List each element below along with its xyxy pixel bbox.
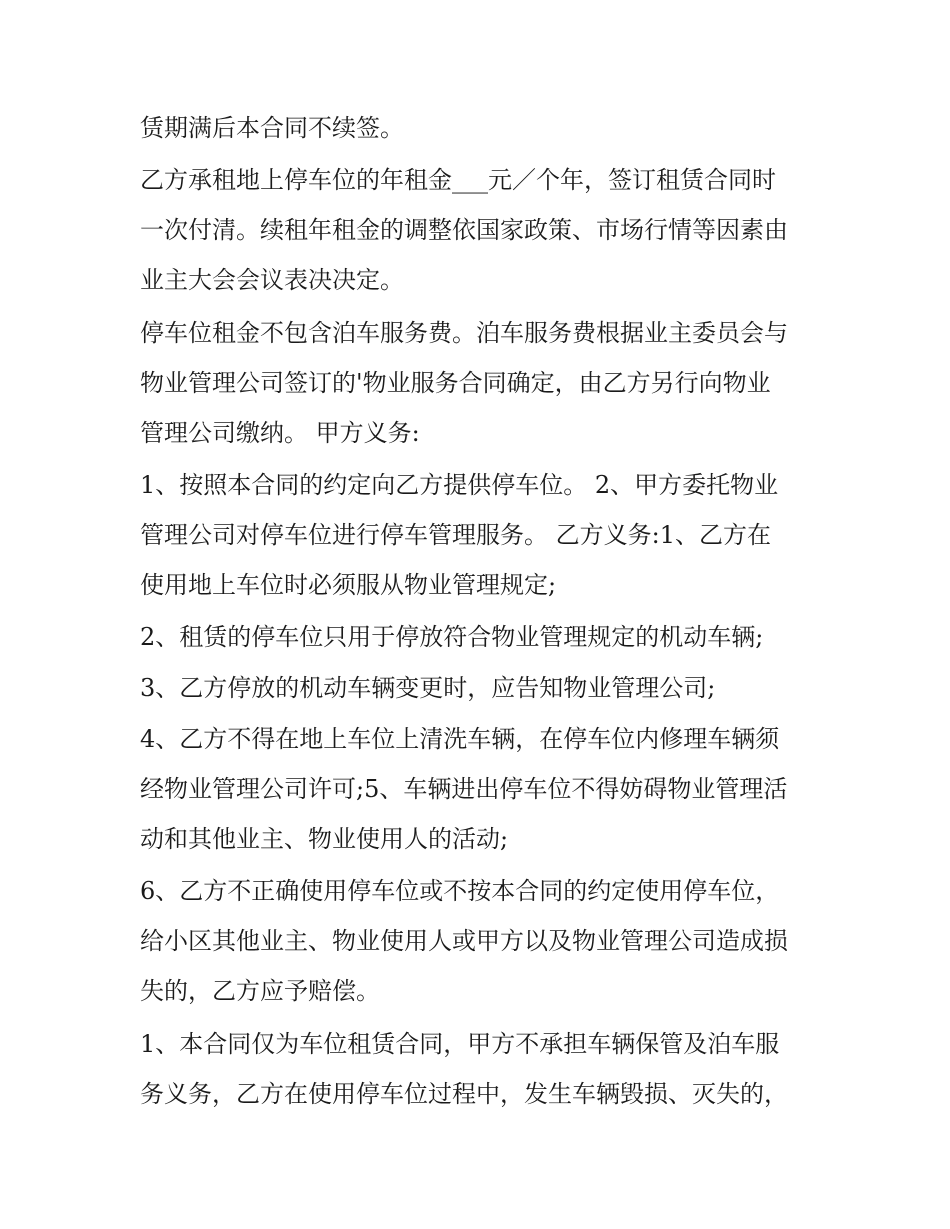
text-line: 使用地上车位时必须服从物业管理规定; — [140, 571, 557, 599]
text-line: 给小区其他业主、物业使用人或甲方以及物业管理公司造成损 — [140, 927, 788, 955]
text-line: 动和其他业主、物业使用人的活动; — [140, 825, 509, 853]
text-line: 6、乙方不正确使用停车位或不按本合同的约定使用停车位， — [140, 877, 780, 905]
text-line: 乙方承租地上停车位的年租金___元／个年，签订租赁合同时 — [140, 166, 776, 194]
text-line: 物业管理公司签订的'物业服务合同确定，由乙方另行向物业 — [140, 369, 771, 397]
text-line: 业主大会会议表决决定。 — [140, 266, 404, 294]
text-line: 经物业管理公司许可;5、车辆进出停车位不得妨碍物业管理活 — [140, 775, 788, 803]
text-line: 1、本合同仅为车位租赁合同，甲方不承担车辆保管及泊车服 — [140, 1030, 780, 1058]
text-line: 1、按照本合同的约定向乙方提供停车位。 2、甲方委托物业 — [140, 471, 779, 499]
text-line: 失的，乙方应予赔偿。 — [140, 977, 380, 1005]
text-line: 一次付清。续租年租金的调整依国家政策、市场行情等因素由 — [140, 216, 788, 244]
text-line: 4、乙方不得在地上车位上清洗车辆，在停车位内修理车辆须 — [140, 725, 780, 753]
text-line: 务义务，乙方在使用停车位过程中，发生车辆毁损、灭失的， — [140, 1080, 788, 1108]
text-line: 赁期满后本合同不续签。 — [140, 114, 404, 142]
text-line: 3、乙方停放的机动车辆变更时，应告知物业管理公司; — [140, 674, 716, 702]
text-line: 管理公司对停车位进行停车管理服务。 乙方义务:1、乙方在 — [140, 521, 771, 549]
text-line: 管理公司缴纳。 甲方义务: — [140, 419, 420, 447]
text-line: 停车位租金不包含泊车服务费。泊车服务费根据业主委员会与 — [140, 319, 788, 347]
text-line: 2、租赁的停车位只用于停放符合物业管理规定的机动车辆; — [140, 623, 764, 651]
